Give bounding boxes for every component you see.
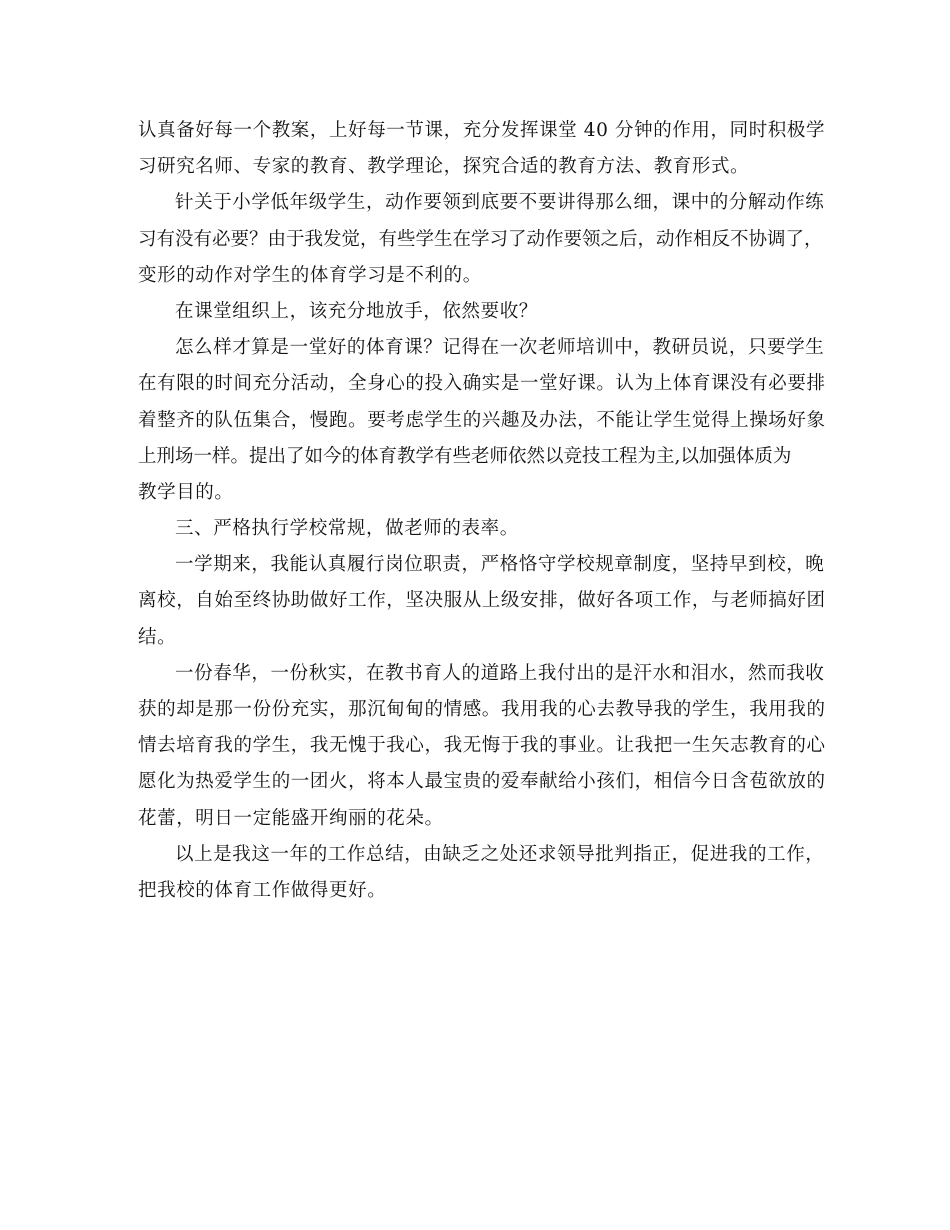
text-line: 离校，自始至终协助做好工作，坚决服从上级安排，做好各项工作，与老师搞好团 bbox=[138, 590, 826, 612]
text-line: 获的却是那一份份充实，那沉甸甸的情感。我用我的心去教导我的学生，我用我的 bbox=[138, 699, 826, 720]
text-line: 花蕾，明日一定能盛开绚丽的花朵。 bbox=[138, 807, 444, 829]
text-line: 认真备好每一个教案，上好每一节课，充分发挥课堂 40 分钟的作用，同时积极学 bbox=[138, 120, 826, 141]
text-line: 一份春华，一份秋实，在教书育人的道路上我付出的是汗水和泪水，然而我收 bbox=[175, 662, 825, 684]
text-line: 在有限的时间充分活动，全身心的投入确实是一堂好课。认为上体育课没有必要排 bbox=[138, 373, 826, 395]
paragraph-3 bbox=[138, 294, 818, 330]
text-line: 习有没有必要？由于我发觉，有些学生在学习了动作要领之后，动作相反不协调了， bbox=[138, 228, 823, 250]
section-heading: 三、严格执行学校常规，做老师的表率。 bbox=[175, 518, 519, 540]
text-line: 在课堂组织上，该充分地放手，依然要收？ bbox=[175, 300, 538, 322]
paragraph-7 bbox=[138, 656, 826, 837]
text-line: 上刑场一样。提出了如今的体育教学有些老师依然以竞技工程为主,以加强体质为 bbox=[138, 445, 792, 467]
paragraph-1 bbox=[138, 113, 826, 185]
document-body bbox=[138, 113, 826, 909]
text-line: 愿化为热爱学生的一团火，将本人最宝贵的爱奉献给小孩们，相信今日含苞欲放的 bbox=[138, 771, 826, 793]
text-line: 结。 bbox=[138, 626, 177, 648]
text-line: 以上是我这一年的工作总结，由缺乏之处还求领导批判指正，促进我的工作， bbox=[175, 843, 825, 865]
text-line: 怎么样才算是一堂好的体育课？记得在一次老师培训中，教研员说，只要学生 bbox=[175, 337, 825, 359]
text-line: 教学目的。 bbox=[138, 481, 234, 503]
text-line: 习研究名师、专家的教育、教学理论，探究合适的教育方法、教育形式。 bbox=[138, 156, 750, 178]
text-line: 把我校的体育工作做得更好。 bbox=[138, 879, 387, 901]
text-line: 着整齐的队伍集合，慢跑。要考虑学生的兴趣及办法，不能让学生觉得上操场好象 bbox=[138, 409, 826, 431]
text-line: 情去培育我的学生，我无愧于我心，我无悔于我的事业。让我把一生矢志教育的心 bbox=[138, 735, 826, 757]
text-line: 变形的动作对学生的体育学习是不利的。 bbox=[138, 264, 482, 286]
paragraph-2 bbox=[138, 185, 825, 294]
paragraph-6 bbox=[138, 547, 826, 656]
paragraph-4 bbox=[138, 330, 826, 511]
text-line: 一学期来，我能认真履行岗位职责，严格恪守学校规章制度，坚持早到校，晚 bbox=[175, 554, 825, 576]
paragraph-5-section-heading bbox=[138, 511, 818, 547]
text-line: 针关于小学低年级学生，动作要领到底要不要讲得那么细，课中的分解动作练 bbox=[175, 192, 825, 214]
paragraph-8 bbox=[138, 837, 825, 909]
